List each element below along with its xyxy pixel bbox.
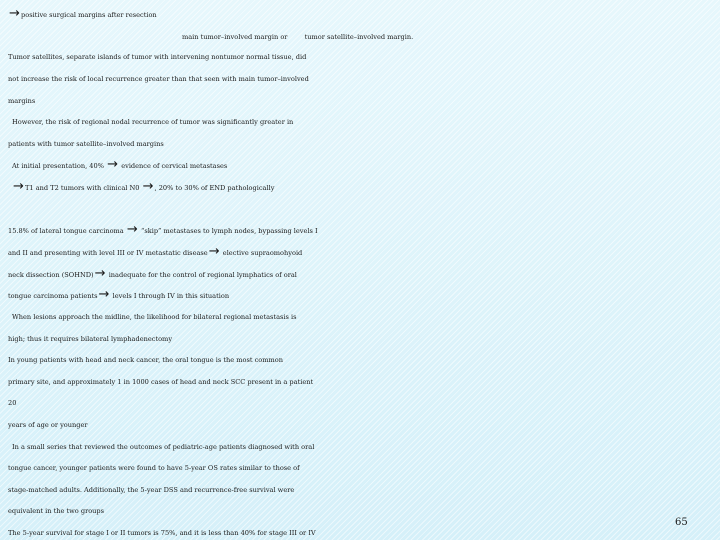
right-arrow-icon: →: [13, 179, 24, 194]
text-line: [8, 134, 720, 154]
line-text: When lesions approach the midline, the likelihood for bilateral regional metastasis is: [12, 313, 297, 321]
right-arrow-icon: →: [126, 222, 138, 237]
text-line: [8, 415, 720, 435]
text-line: [8, 47, 720, 67]
line-text: tongue cancer, younger patients were found to have 5-year OS rates similar to those of: [8, 464, 300, 472]
line-text: years of age or younger: [8, 421, 88, 429]
text-line: [12, 437, 720, 457]
line-text: elective supraomohyoid: [222, 249, 303, 257]
line-text: positive surgical margins after resection: [21, 11, 157, 19]
line-text: In young patients with head and neck cancer, the oral tongue is the most common: [8, 356, 283, 364]
line-text: tongue carcinoma patients: [8, 292, 98, 300]
right-arrow-icon: →: [94, 266, 106, 281]
text-line: [12, 307, 720, 327]
text-line: [8, 26, 720, 47]
line-text: patients with tumor satellite–involved margins: [8, 140, 164, 148]
line-text: main tumor–involved margin or: [182, 33, 288, 41]
line-text: The 5-year survival for stage I or II tumors is 75%, and it is less than 40% for stage III or IV: [8, 529, 316, 537]
text-line: [8, 4, 720, 25]
line-text: neck dissection (SOHND): [8, 271, 94, 279]
line-text: equivalent in the two groups: [8, 507, 105, 515]
line-text: not increase the risk of local recurrence greater than that seen with main tumor–involved: [8, 75, 309, 83]
text-line: [8, 372, 720, 392]
text-line: [12, 112, 720, 132]
text-line: [8, 242, 720, 263]
line-text: “skip” metastases to lymph nodes, bypassing levels I: [140, 227, 318, 235]
text-line: [8, 285, 720, 306]
text-line: [12, 177, 720, 198]
line-text: At initial presentation, 40%: [12, 162, 104, 170]
text-line: [8, 69, 720, 89]
text-line: [8, 393, 720, 413]
text-line: [8, 480, 720, 500]
right-arrow-icon: →: [107, 157, 119, 172]
text-line: [8, 264, 720, 285]
line-text: In a small series that reviewed the outcomes of pediatric-age patients diagnosed with oral: [12, 443, 315, 451]
text-line: [12, 155, 720, 176]
line-text: margins: [8, 97, 36, 105]
line-text: , 20% to 30% of END pathologically: [154, 184, 275, 192]
text-line: [8, 458, 720, 478]
line-text: and II and presenting with level III or IV metastatic disease: [8, 249, 208, 257]
line-text: T1 and T2 tumors with clinical N0: [25, 184, 140, 192]
slide-number: 65: [675, 517, 688, 528]
line-text: However, the risk of regional nodal recurrence of tumor was significantly greater in: [12, 118, 294, 126]
right-arrow-icon: →: [9, 6, 20, 21]
right-arrow-icon: →: [98, 287, 110, 302]
line-text: inadequate for the control of regional lymphatics of oral: [108, 271, 297, 279]
line-text: high; thus it requires bilateral lymphadenectomy: [8, 335, 173, 343]
text-line: [8, 350, 720, 370]
line-text: Tumor satellites, separate islands of tumor with intervening nontumor normal tissue, did: [8, 53, 307, 61]
text-line: [8, 220, 720, 241]
line-text: stage-matched adults. Additionally, the 5-year DSS and recurrence-free survival were: [8, 486, 295, 494]
line-text: primary site, and approximately 1 in 1000 cases of head and neck SCC present in a patient: [8, 378, 314, 386]
line-text: 15.8% of lateral tongue carcinoma: [8, 227, 124, 235]
right-arrow-icon: →: [142, 179, 154, 194]
line-text: 20: [8, 399, 17, 407]
text-line: [8, 329, 720, 349]
text-line: [8, 523, 720, 540]
line-text: evidence of cervical metastases: [121, 162, 228, 170]
text-line: [8, 91, 720, 111]
right-arrow-icon: →: [208, 244, 220, 259]
line-text: levels I through IV in this situation: [112, 292, 230, 300]
text-line: [8, 501, 720, 521]
line-text: tumor satellite–involved margin.: [304, 33, 414, 41]
